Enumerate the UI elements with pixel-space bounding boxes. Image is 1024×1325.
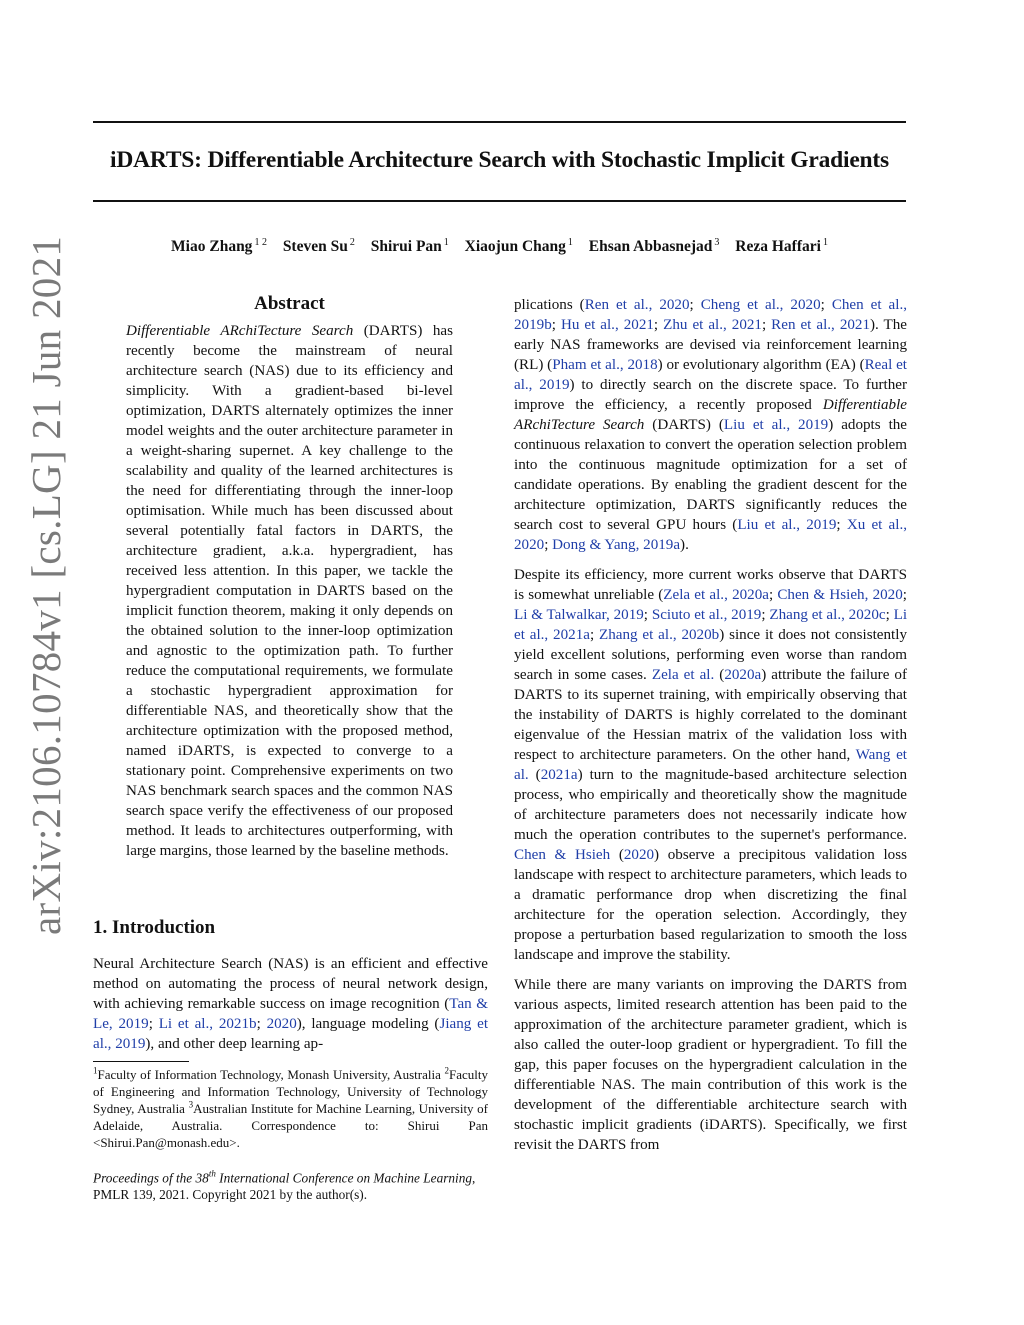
author (371, 238, 449, 255)
title-bottom-rule (93, 200, 906, 202)
citation-link[interactable]: Cheng et al., 2020 (700, 297, 821, 313)
text: ; (256, 1016, 267, 1032)
text: ; (653, 317, 664, 333)
text: ) since it does not consistently yield excellent solutions, performing even worse than random search in some cases. (514, 627, 907, 683)
footnote-text: Faculty of Information Technology, Monash University, Australia (97, 1067, 445, 1082)
abstract-text: (DARTS) has recently become the mainstream of neural architecture search (NAS) due to its efficiency and simplicity. With a gradient-based bi-level optimization, DARTS alternately optimizes the inner model weights and the outer architecture parameter in a weight-sharing supernet. A key challenge to the scalability and quality of the learned architectures is the need for differentiating through the inner-loop optimisation. While much has been discussed about several potentially fatal factors in DARTS, the architecture gradient, a.k.a. hypergradient, has received less attention. In this paper, we tackle the hypergradient computation in DARTS based on the implicit function theorem, making it only depends on the obtained solution to the inner-loop optimization and agnostic to the optimization path. To further reduce the computational requirements, we formulate a stochastic hypergradient approximation for differentiable NAS, and theoretically show that the architecture optimization with the proposed method, named iDARTS, is expected to converge to a stationary point. Comprehensive experiments on two NAS benchmark search spaces and the common NAS search space verify the effectiveness of our proposed method. It leads to architectures outperforming, with large margins, those learned by the baseline methods. (126, 323, 454, 859)
author (589, 238, 720, 255)
citation-link[interactable]: Li et al., 2021a (514, 607, 908, 643)
citation-link[interactable]: Jiang et al., 2019 (93, 1016, 489, 1052)
proceedings-note (93, 1166, 488, 1203)
text: ). The early NAS frameworks are devised via reinforcement learning (RL) ( (514, 317, 908, 373)
text: ) attribute the failure of DARTS to its supernet training, with empirically observing that the instability of DARTS is highly correlated to the dominant eigenvalue of the Hessian matrix of the validation loss with respect to architecture parameters. On the other hand, (514, 667, 907, 763)
citation-link[interactable]: 2021a (540, 767, 578, 783)
citation-link[interactable]: Real et al., 2019 (514, 357, 908, 393)
paragraph (514, 565, 907, 965)
citation-link[interactable]: Ren et al., 2021 (771, 317, 871, 333)
text: ) turn to the magnitude-based architecture selection process, who empirically and theoretically show the magnitude of architecture parameters does not necessarily indicate how much the operation contributes to the supernet's performance. (514, 767, 907, 843)
citation-link[interactable]: 2020 (623, 847, 655, 863)
author-affiliation: 1 (822, 237, 828, 248)
citation-link[interactable]: Pham et al., 2018 (552, 357, 658, 373)
footnote-rule (93, 1061, 189, 1062)
citation-link[interactable]: 2020a (724, 667, 762, 683)
citation-link[interactable]: Xu et al., 2020 (514, 517, 907, 553)
paper-title: iDARTS: Differentiable Architecture Search with Stochastic Implicit Gradients (110, 147, 889, 173)
footnote-marker: 2 (444, 1065, 449, 1076)
citation-link[interactable]: Zela et al., 2020a (663, 587, 769, 603)
text: ; (885, 607, 894, 623)
text: (DARTS) ( (644, 417, 724, 433)
text: ( (714, 667, 725, 683)
footnote-marker: 1 (93, 1065, 98, 1076)
author-name: Xiaojun Chang (464, 238, 566, 256)
text: ) or evolutionary algorithm (EA) ( (657, 357, 865, 373)
text: ) observe a precipitous validation loss landscape with respect to architecture parameters, which leads to a dramatic performance drop when discretizing the final architecture for the operation selection. Accordingly, they propose a perturbation based regularization to smooth the loss landscape and improve the stability. (514, 847, 907, 963)
footnote-marker: 3 (188, 1099, 194, 1110)
author-affiliation: 1 2 (254, 237, 267, 248)
author (283, 238, 355, 255)
citation-link[interactable]: Zhang et al., 2020b (599, 627, 720, 643)
author (735, 238, 828, 255)
author-name: Miao Zhang (171, 238, 253, 256)
author-name: Ehsan Abbasnejad (588, 238, 713, 256)
citation-link[interactable]: Zhu et al., 2021 (663, 317, 762, 333)
citation-link[interactable]: Tan & Le, 2019 (93, 996, 488, 1032)
section-heading-introduction: 1. Introduction (93, 917, 216, 938)
citation-link[interactable]: Li & Talwalkar, 2019 (514, 607, 644, 623)
citation-link[interactable]: Chen et al., 2019b (514, 297, 907, 333)
author-affiliation: 3 (714, 237, 720, 248)
text: ) to directly search on the discrete space. To further improve the efficiency, a recently proposed (514, 377, 907, 413)
ordinal-suffix: th (208, 1169, 216, 1179)
copyright-text: , PMLR 139, 2021. Copyright 2021 by the author(s). (93, 1170, 476, 1203)
text: ; (544, 537, 553, 553)
text: plications ( (514, 297, 585, 313)
proceedings-venue: International Conference on Machine Learning (215, 1170, 473, 1186)
author-affiliation: 1 (567, 237, 573, 248)
text: ; (902, 587, 907, 603)
citation-link[interactable]: Ren et al., 2020 (584, 297, 690, 313)
author-affiliation: 1 (443, 237, 449, 248)
text: ; (761, 607, 770, 623)
footnote-text: Australian Institute for Machine Learning, University of Adelaide, Australia. Correspondence to: Shirui Pan <Shirui.Pan@monash.edu>. (93, 1101, 488, 1150)
text: ). (680, 537, 689, 553)
text: ; (643, 607, 652, 623)
citation-link[interactable]: Sciuto et al., 2019 (651, 607, 762, 623)
text: ; (820, 297, 832, 313)
text: ; (761, 317, 772, 333)
author-name: Shirui Pan (370, 238, 442, 256)
author (171, 238, 267, 255)
text: Despite its efficiency, more current works observe that DARTS is somewhat unreliable ( (514, 567, 907, 603)
text: Neural Architecture Search (NAS) is an efficient and effective method on automating the process of neural network design, with achieving remarkable success on image recognition ( (93, 956, 488, 1012)
right-column (514, 295, 907, 1155)
citation-link[interactable]: Liu et al., 2019 (737, 517, 837, 533)
proceedings-venue: Proceedings of the 38 (93, 1170, 209, 1186)
footnote-text: Faculty of Engineering and Information Technology, University of Technology Sydney, Australia (93, 1067, 488, 1116)
introduction-paragraph (93, 954, 488, 1054)
arxiv-identifier: arXiv:2106.10784v1 [cs.LG] 21 Jun 2021 (23, 235, 69, 935)
emphasis: Differentiable ARchiTecture Search (514, 397, 907, 433)
citation-link[interactable]: Zhang et al., 2020c (769, 607, 886, 623)
author (465, 238, 573, 255)
affiliation-footnote (93, 1066, 488, 1151)
paragraph: While there are many variants on improving the DARTS from various aspects, limited research attention has been paid to the approximation of the architecture parameter gradient, which is also called the outer-loop gradient or hypergradient. To fill the gap, this paper focuses on the hypergradient calculation in the differentiable NAS. The main contribution of this work is the development of the differentiable architecture search with stochastic implicit gradients (iDARTS). Specifically, we first revisit the DARTS from (514, 977, 907, 1153)
author-list (93, 237, 906, 256)
text: ), language modeling ( (296, 1016, 440, 1032)
text: ; (148, 1016, 159, 1032)
citation-link[interactable]: Wang et al. (514, 747, 907, 783)
text: ) adopts the continuous relaxation to convert the operation selection problem into the continuous magnitude optimization for a set of candidate operations. By enabling the gradient descent for the architecture optimization, DARTS significantly reduces the search cost to several GPU hours ( (514, 417, 908, 533)
text: ; (551, 317, 561, 333)
citation-link[interactable]: Hu et al., 2021 (560, 317, 654, 333)
text: ( (610, 847, 624, 863)
text: ; (768, 587, 778, 603)
paragraph (514, 295, 907, 555)
abstract-lead: Differentiable ARchiTecture Search (126, 323, 354, 339)
text: ( (528, 767, 541, 783)
author-name: Reza Haffari (735, 238, 821, 256)
citation-link[interactable]: Chen & Hsieh, 2020 (777, 587, 903, 603)
text: ; (689, 297, 701, 313)
citation-link[interactable]: Chen & Hsieh (514, 847, 611, 863)
text: ), and other deep learning ap- (145, 1036, 324, 1052)
title-top-rule (93, 121, 906, 123)
abstract-heading: Abstract (254, 293, 325, 314)
citation-link[interactable]: Li et al., 2021b (158, 1016, 257, 1032)
citation-link[interactable]: 2020 (266, 1016, 297, 1032)
citation-link[interactable]: Liu et al., 2019 (723, 417, 829, 433)
author-affiliation: 2 (349, 237, 355, 248)
text: ; (589, 627, 599, 643)
author-name: Steven Su (282, 238, 348, 256)
citation-link[interactable]: Zela et al. (651, 667, 715, 683)
abstract-body (126, 321, 453, 861)
text: ; (836, 517, 847, 533)
citation-link[interactable]: Dong & Yang, 2019a (552, 537, 681, 553)
